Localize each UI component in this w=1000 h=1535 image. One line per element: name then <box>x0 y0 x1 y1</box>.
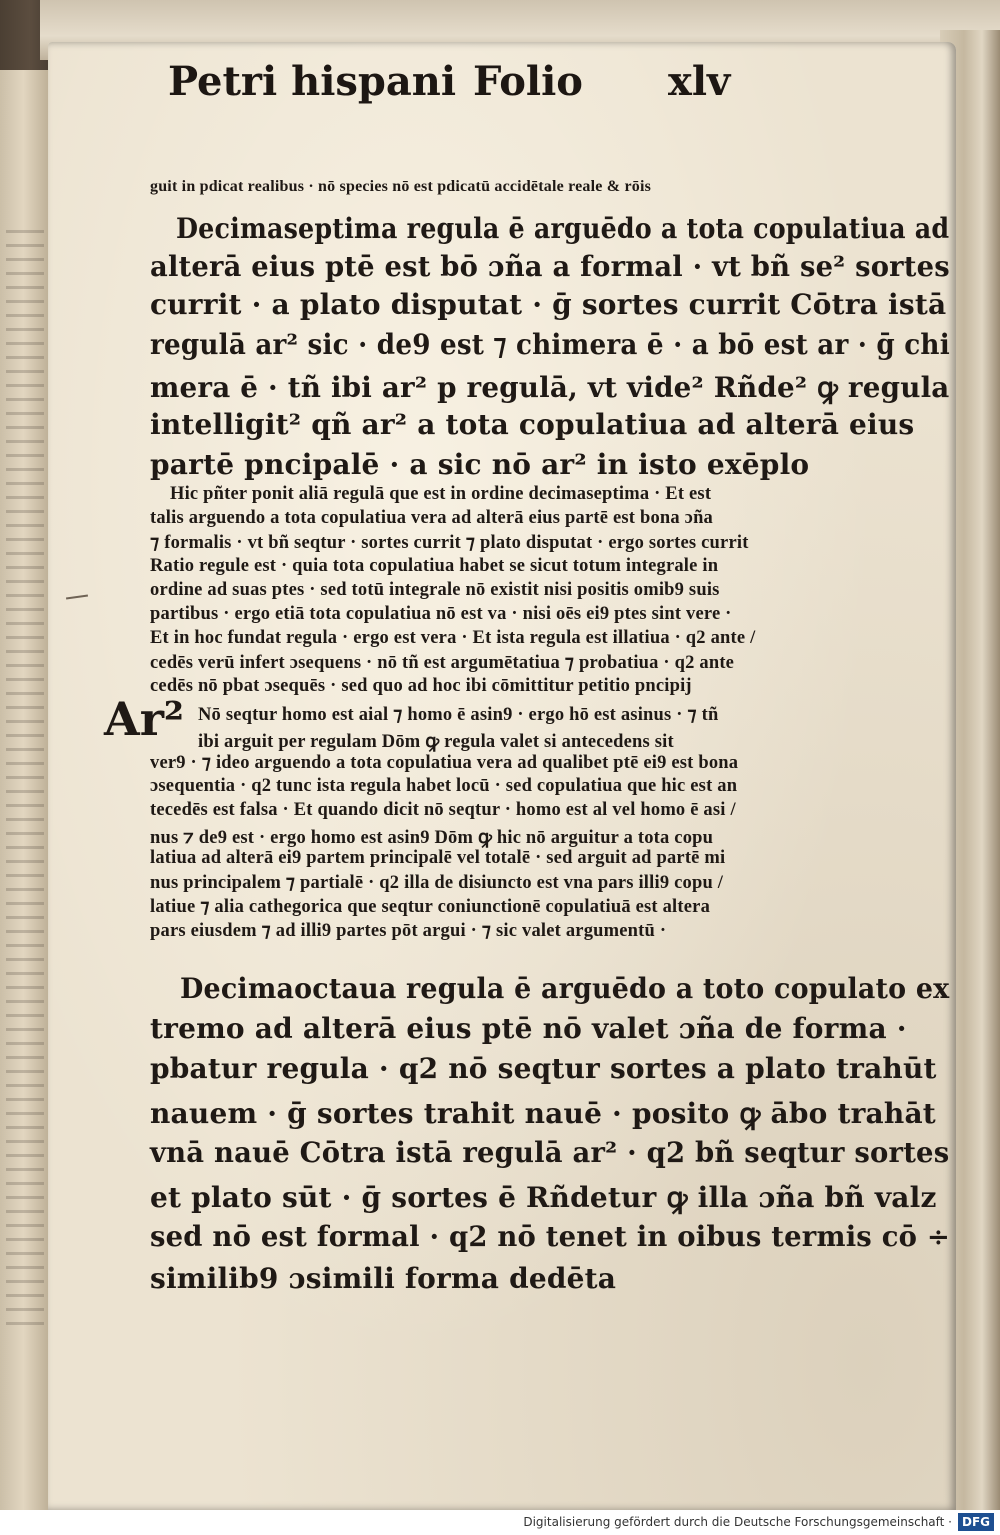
header-folio-label: Folio <box>473 58 583 105</box>
text-line: ver9 · ⁊ ideo arguendo a tota copulatiua vera ad qualibet ptē ei9 est bona <box>150 753 739 773</box>
text-line: nus ⁊ de9 est · ergo homo est asin9 Dōm ꝙ hic nō arguitur a tota copu <box>150 828 714 848</box>
text-line: tremo ad alterā eius ptē nō valet ɔña de forma · <box>150 1012 907 1045</box>
text-line: pbatur regula · q2 nō seqtur sortes a plato trahūt <box>150 1052 937 1085</box>
text-line: pars eiusdem ⁊ ad illi9 partes pōt argui · ⁊ sic valet argumentū · <box>150 921 667 941</box>
text-line: regulā ar² sic · de9 est ⁊ chimera ē · a bō est ar · ḡ chi <box>150 328 950 361</box>
text-line: nus principalem ⁊ partialē · q2 illa de disiuncto est vna pars illi9 copu / <box>150 873 724 893</box>
text-line: Nō seqtur homo est aial ⁊ homo ē asin9 · ergo hō est asinus · ⁊ tñ <box>198 705 719 725</box>
text-line: Hic pñter ponit aliā regulā que est in ordine decimaseptima · Et est <box>170 484 712 504</box>
header-folio-number: xlv <box>668 58 731 105</box>
text-line: cedēs nō pbat ɔsequēs · sed quo ad hoc ibi cōmittitur petitio pncipij <box>150 676 692 696</box>
text-line: guit in pdicat realibus · nō species nō est pdicatū accidētale reale & rōis <box>150 178 652 195</box>
left-facing-leaf <box>0 70 54 1510</box>
header-author: Petri hispani <box>168 58 457 105</box>
initial-letter: Ar² <box>104 692 185 746</box>
text-line: Decimaseptima regula ē arguēdo a tota copulatiua ad <box>176 212 950 245</box>
text-line: partibus · ergo etiā tota copulatiua nō est va · nisi oēs ei9 ptes sint vere · <box>150 604 732 624</box>
text-line: talis arguendo a tota copulatiua vera ad alterā eius partē est bona ɔña <box>150 508 714 528</box>
footer-credit: Digitalisierung gefördert durch die Deutsche Forschungsgemeinschaft · <box>523 1515 952 1529</box>
text-line: intelligit² qñ ar² a tota copulatiua ad alterā eius <box>150 408 915 441</box>
text-line: Et in hoc fundat regula · ergo est vera · Et ista regula est illatiua · q2 ante / <box>150 628 756 648</box>
text-line: et plato sūt · ḡ sortes ē Rñdetur ꝙ illa ɔña bñ valz <box>150 1181 937 1214</box>
text-line: vnā nauē Cōtra istā regulā ar² · q2 bñ seqtur sortes <box>150 1136 950 1169</box>
footer-bar <box>0 1510 1000 1535</box>
text-line: ibi arguit per regulam Dōm ꝙ regula valet si antecedens sit <box>198 732 674 752</box>
text-line: currit · a plato disputat · ḡ sortes currit Cōtra istā <box>150 288 947 321</box>
text-line: mera ē · tñ ibi ar² p regulā, vt vide² Rñde² ꝙ regula <box>150 371 950 404</box>
text-line: similib9 ɔsimili forma dedēta <box>150 1262 617 1295</box>
text-line: ordine ad suas ptes · sed totū integrale nō existit nisi positis omib9 suis <box>150 580 720 600</box>
text-line: Decimaoctaua regula ē arguēdo a toto copulato ex <box>180 972 950 1005</box>
text-line: latiue ⁊ alia cathegorica que seqtur coniunctionē copulatiuā est altera <box>150 897 711 917</box>
text-line: tecedēs est falsa · Et quando dicit nō seqtur · homo est al vel homo ē asi / <box>150 800 736 820</box>
bleed-through-text <box>6 230 44 1330</box>
text-line: ɔsequentia · q2 tunc ista regula habet locū · sed copulatiua que hic est an <box>150 776 738 796</box>
text-line: partē pncipalē · a sic nō ar² in isto exēplo <box>150 448 810 481</box>
text-line: latiua ad alterā ei9 partem principalē vel totalē · sed arguit ad partē mi <box>150 848 726 868</box>
running-header <box>168 58 768 118</box>
text-line: alterā eius ptē est bō ɔña a formal · vt bñ se² sortes <box>150 250 950 283</box>
text-line: ⁊ formalis · vt bñ seqtur · sortes currit ⁊ plato disputat · ergo sortes currit <box>150 533 749 553</box>
text-line: cedēs verū infert ɔsequens · nō tñ est argumētatiua ⁊ probatiua · q2 ante <box>150 653 735 673</box>
dfg-logo: DFG <box>958 1513 994 1531</box>
text-line: sed nō est formal · q2 nō tenet in oibus termis cō ÷ <box>150 1220 951 1253</box>
text-line: nauem · ḡ sortes trahit nauē · posito ꝙ ābo trahāt <box>150 1097 936 1130</box>
text-line: Ratio regule est · quia tota copulatiua habet se sicut totum integrale in <box>150 556 719 576</box>
